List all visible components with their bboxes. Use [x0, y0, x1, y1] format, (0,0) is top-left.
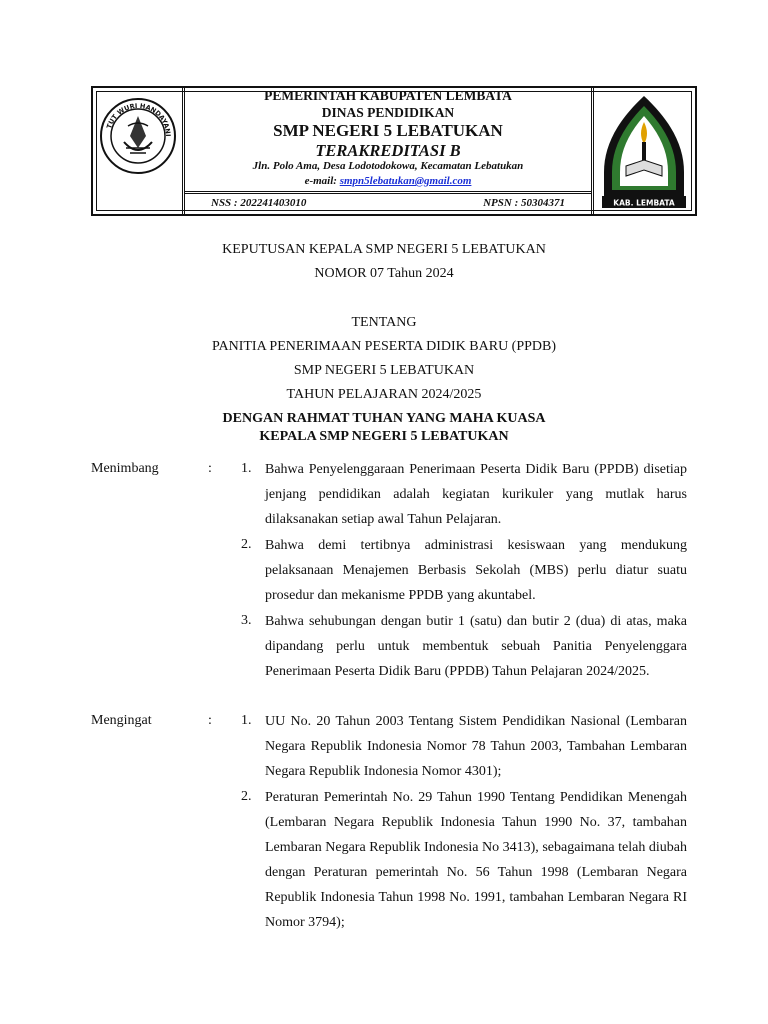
subject-year: TAHUN PELAJARAN 2024/2025 [286, 387, 482, 402]
menimbang-label: Menimbang [91, 461, 159, 476]
decree-title: KEPUTUSAN KEPALA SMP NEGERI 5 LEBATUKAN [222, 242, 546, 257]
kab-lembata-logo-icon [598, 92, 690, 212]
logo-left-caption: TUT WURI HANDAYANI [105, 101, 173, 137]
menimbang-item-text: Bahwa demi tertibnya administrasi kesiswaan yang mendukung pelaksanaan Menajemen Berbasis Sekolah (MBS) perlu diatur suatu prosedur dan mekanisme PPDB yang akuntabel. [265, 538, 687, 603]
school-address: Jln. Polo Ama, Desa Lodotodokowa, Kecamatan Lebatukan [252, 160, 524, 172]
school-email-line [185, 175, 591, 187]
logo-right-caption: KAB. LEMBATA [613, 198, 675, 208]
menimbang-item-number: 1. [241, 461, 252, 476]
email-link[interactable]: smpn5lebatukan@gmail.com [339, 175, 472, 187]
government-name: PEMERINTAH KABUPATEN LEMBATA [264, 88, 512, 103]
letterhead-text-column [182, 88, 594, 214]
menimbang-item-number: 2. [241, 537, 252, 552]
tut-wuri-handayani-logo-icon [98, 96, 178, 176]
accreditation-status: TERAKREDITASI B [315, 141, 461, 160]
about-label: TENTANG [351, 315, 417, 330]
letterhead-divider [185, 191, 591, 194]
subject-line: PANITIA PENERIMAAN PESERTA DIDIK BARU (PPDB) [211, 339, 557, 354]
nss-number: NSS : 202241403010 [211, 197, 307, 209]
menimbang-item-number: 3. [241, 613, 252, 628]
decree-number: NOMOR 07 Tahun 2024 [314, 266, 454, 281]
menimbang-item-text: Bahwa Penyelenggaraan Penerimaan Peserta Didik Baru (PPDB) disetiap jenjang pendidikan adalah kegiatan kurikuler yang mutlak harus dilaksanakan setiap awal Tahun Pelajaran. [265, 462, 687, 527]
mengingat-colon: : [208, 713, 212, 728]
department-name: DINAS PENDIDIKAN [321, 105, 455, 120]
mengingat-item-text: UU No. 20 Tahun 2003 Tentang Sistem Pendidikan Nasional (Lembaran Negara Republik Indonesia Nomor 78 Tahun 2003, Tambahan Lembaran Negara Republik Indonesia Nomor 4301); [265, 714, 687, 779]
mengingat-item-text: Peraturan Pemerintah No. 29 Tahun 1990 Tentang Pendidikan Menengah (Lembaran Negara Republik Indonesia Tahun 1990 No. 37, tambahan Lembaran Negara Republik Indonesia No 3413), sebagaimana telah diubah dengan Peraturan pemerintah No. 56 Tahun 1998 (Lembaran Negara Republik Indonesia Tahun 1998 No. 1991, tambahan Lembaran Negara RI Nomor 3794); [265, 790, 687, 930]
menimbang-colon: : [208, 461, 212, 476]
mengingat-item-number: 2. [241, 789, 252, 804]
mengingat-label: Mengingat [91, 713, 152, 728]
npsn-number: NPSN : 50304371 [483, 197, 565, 209]
school-name: SMP NEGERI 5 LEBATUKAN [273, 121, 503, 140]
invocation-line: DENGAN RAHMAT TUHAN YANG MAHA KUASA [222, 411, 546, 426]
subject-school: SMP NEGERI 5 LEBATUKAN [293, 363, 475, 378]
issuer-line: KEPALA SMP NEGERI 5 LEBATUKAN [259, 429, 509, 444]
mengingat-item-number: 1. [241, 713, 252, 728]
email-label: e-mail: [304, 175, 337, 187]
menimbang-item-text: Bahwa sehubungan dengan butir 1 (satu) dan butir 2 (dua) di atas, maka dipandang perlu untuk membentuk sebuah Panitia Penyelenggara Penerimaan Peserta Didik Baru (PPDB) Tahun Pelajaran 2024/2025. [265, 614, 687, 679]
